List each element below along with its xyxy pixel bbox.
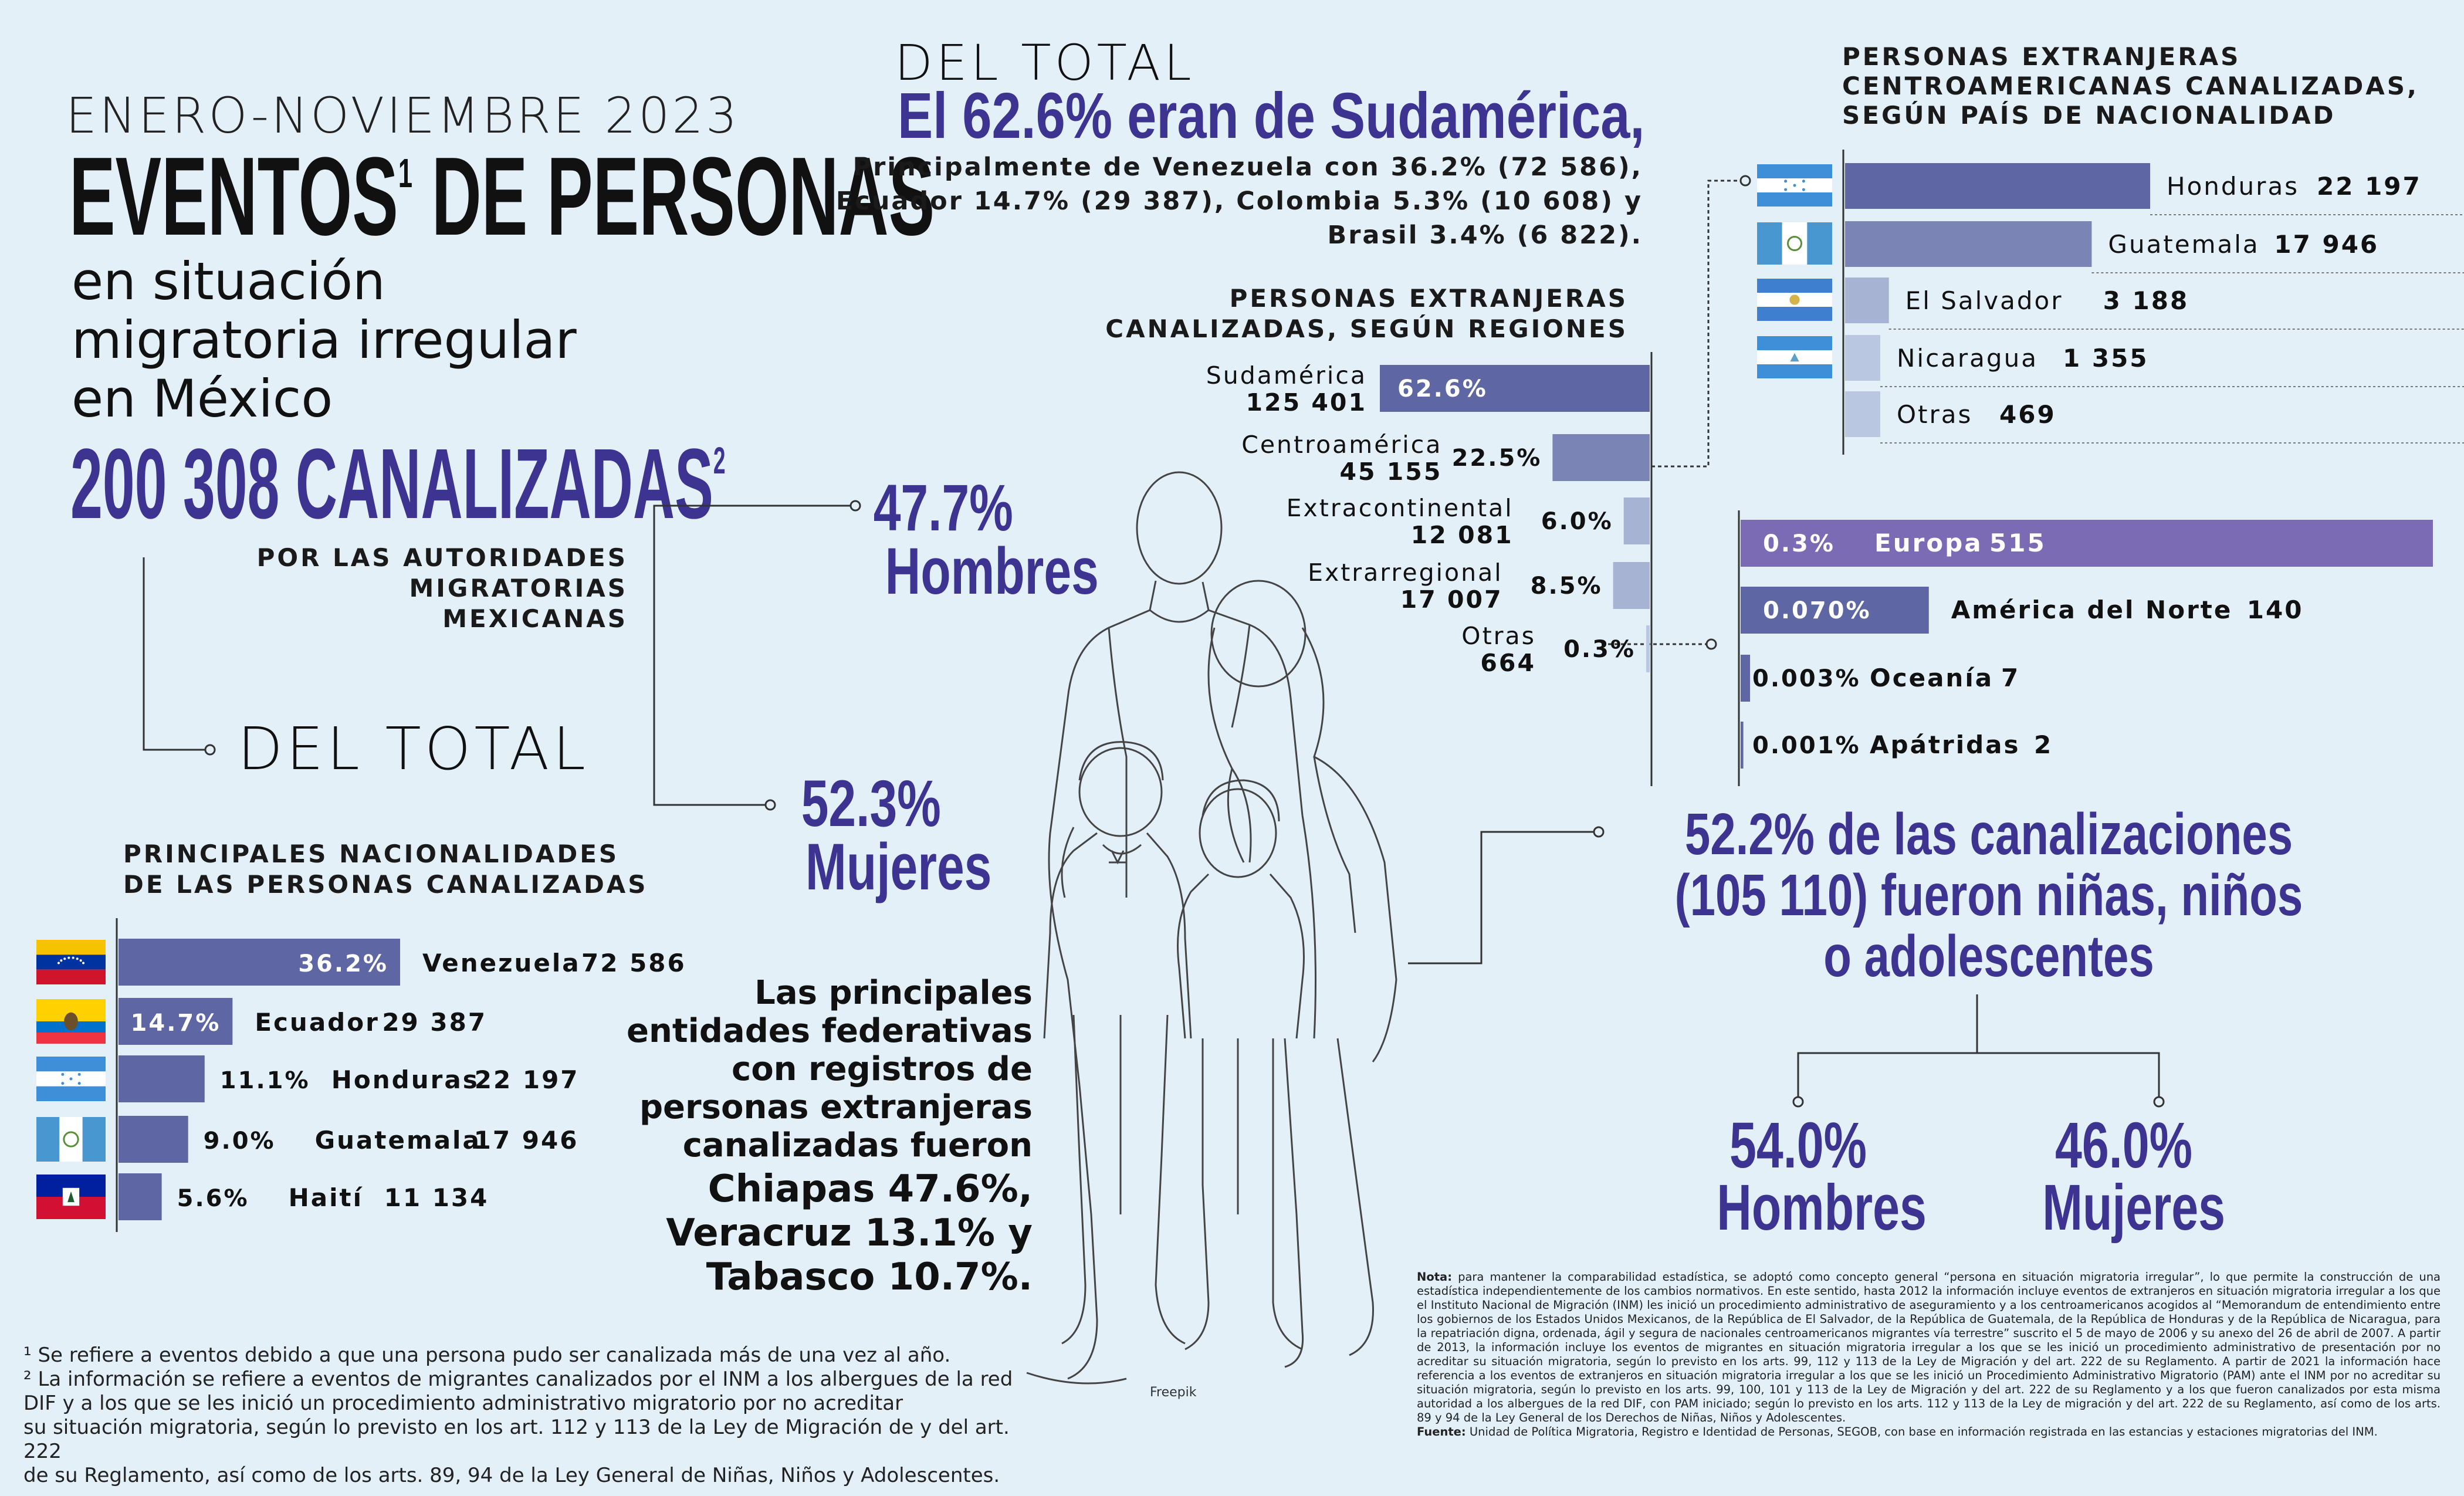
flag-el-salvador-icon [1757,279,1832,321]
category-label: Honduras [331,1065,479,1094]
value-label: 125 401 [1245,388,1367,417]
category-label: Europa [1874,529,1983,557]
flag-honduras-icon [36,1057,106,1101]
category-label: Guatemala [314,1126,481,1155]
chart-title-line: CENTROAMERICANAS CANALIZADAS, [1842,72,2419,100]
bar-percent-label: 8.5% [1530,573,1603,600]
chart-title-line: PERSONAS EXTRANJERAS [1229,284,1628,313]
highlight-detail [792,150,1643,252]
minors-women-label: Mujeres [2042,1172,2226,1244]
subtitle-line: en México [72,368,333,429]
total-canalizadas-value: 200 308 CANALIZADAS [70,428,713,540]
flag-venezuela-icon [36,940,106,984]
category-label: Otras [1897,400,1973,429]
states-bold-line: Tabasco 10.7%. [706,1255,1033,1299]
states-line: Las principales [754,974,1033,1012]
minors-statement [1584,801,2394,989]
chart-regions-title [997,283,1628,344]
detail-line: Principalmente de Venezuela con 36.2% (72 586), [852,153,1643,182]
value-label: 45 155 [1339,458,1443,486]
footnote-marker-1: 1 [398,150,412,196]
bar [1845,221,2091,267]
footnote-2-line: de su Reglamento, así como de los arts. 89, 94 de la Ley General de Niñas, Niños y Adolescentes. [23,1464,1000,1487]
states-line: con registros de [732,1050,1033,1088]
chart-nationalities [23,912,727,1241]
states-line: personas extranjeras [639,1088,1033,1126]
bar-percent-label: 14.7% [130,1010,221,1037]
image-credit: Freepik [1150,1385,1197,1400]
value-label: 469 [1999,400,2056,429]
nota-label: Nota: [1417,1270,1452,1284]
bar-percent-label: 62.6% [1397,375,1488,402]
bar [1741,520,2433,567]
chart-title-line: CANALIZADAS, SEGÚN REGIONES [1105,314,1628,343]
footnotes [23,1343,1021,1488]
category-label: Otras [1461,622,1536,650]
bar-percent-label: 5.6% [177,1185,249,1212]
minors-line: o adolescentes [1823,923,2154,989]
value-label: 17 007 [1400,585,1503,614]
category-label: El Salvador [1905,286,2063,315]
minors-men [1690,1109,1927,1244]
category-label: Centroamérica [1241,431,1443,459]
men-percent: 47.7% [873,471,1014,544]
women-percent: 52.3% [801,767,942,840]
bar-percent-label: 0.003% [1752,665,1861,692]
methodology-note [1417,1270,2441,1439]
bar-percent-label: 22.5% [1451,445,1542,472]
footnote-1: ¹ Se refiere a eventos debido a que una persona pudo ser canalizada más de una vez al año. [23,1343,951,1367]
value-label: 2 [2034,730,2053,759]
subtitle-line: migratoria irregular [72,310,577,370]
bar [119,1116,188,1163]
nota-text: para mantener la comparabilidad estadística, se adoptó como concepto general “persona en situación migratoria irregular”, lo que permite la construcción de una estadística independientemente de los cambios normativos. En este sentido, hasta 2012 la información incluye eventos de extranjeros en situación migratoria irregular a los que el Instituto Nacional de Migración (INM) les inició un procedimiento administrativo de aseguramiento y a los centroamericanos acogidos al “Memorandum de entendimiento entre los gobiernos de los Estados Unidos Mexicanos, de la República de El Salvador, de la República de Guatemala, de la República de Honduras y de la República de Nicaragua, para la repatriación digna, ordenada, ágil y segura de nacionales centroamericanos migrantes vía terrestre” suscrito el 5 de mayo de 2006 y su anexo del 26 de abril de 2007. A partir de 2013, la información incluye los eventos de migrantes en situación migratoria irregular a los que se les inició un procedimiento administrativo de presentación por no acreditar su situación migratoria, según lo previsto en los arts. 99, 112 y 113 de la Ley de Migración y del art. 222 de su Reglamento. A partir de 2021 la información hace referencia a los eventos de extranjeros en situación migratoria irregular a los que se les inició un Procedimiento Administrativo Migratorio (PAM) ante el INM por no acreditar su situación migratoria, según lo previsto en los arts. 99, 100, 101 y 113 de la Ley de Migración y del art. 222 de su Reglamento y a los que fueron canalizados por esta misma autoridad a los albergues de la red DIF, con PAM iniciado; según lo previsto en los arts. 112 y 113 de la Ley de migración y del art. 222 de su Reglamento, así como de los arts. 89 y 94 de la Ley General de los Derechos de Niñas, Niños y Adolescentes. [1417,1270,2441,1424]
category-label: Haití [288,1183,364,1212]
detail-line: Ecuador 14.7% (29 387), Colombia 5.3% (10 608) y [835,187,1643,216]
category-label: Extrarregional [1308,559,1503,587]
value-label: 17 946 [2274,230,2380,259]
bar [1845,335,1880,381]
bar-percent-label: 0.3% [1563,636,1636,663]
minors-men-label: Hombres [1717,1172,1927,1244]
bar-percent-label: 11.1% [219,1067,310,1094]
value-label: 22 197 [2317,172,2422,201]
chart-nationalities-title [123,839,648,900]
bar [1552,434,1650,481]
value-label: 664 [1480,649,1536,677]
category-label: Ecuador [255,1008,380,1037]
bar-percent-label: 0.070% [1763,597,1871,624]
chart-title-line: DE LAS PERSONAS CANALIZADAS [123,870,648,899]
bar-percent-label: 6.0% [1541,508,1613,535]
value-label: 72 586 [581,949,686,977]
value-label: 22 197 [474,1065,580,1094]
states-line: entidades federativas [627,1012,1033,1050]
category-label: Oceanía [1870,664,1994,692]
states-bold-line: Chiapas 47.6%, [708,1167,1033,1211]
bar-percent-label: 9.0% [203,1128,276,1155]
flag-nicaragua-icon [1757,336,1832,378]
states-bold-line: Veracruz 13.1% y [666,1211,1033,1255]
main-title-rest: DE PERSONAS [412,134,935,259]
category-label: Apátridas [1870,730,2020,759]
women-label: Mujeres [805,830,992,903]
flag-guatemala-icon [36,1117,106,1162]
bar [1845,391,1880,437]
headline-text: El 62.6% eran de Sudamérica, [898,80,1645,152]
flag-haiti-icon [36,1175,106,1219]
bar [1741,722,1744,769]
category-label: Nicaragua [1897,344,2038,373]
states-line: canalizadas fueron [682,1126,1033,1165]
category-label: Venezuela [422,949,581,977]
flag-guatemala-icon [1757,222,1832,265]
flag-ecuador-icon [36,999,106,1044]
footnote-2-line: DIF y a los que se les inició un procedimiento administrativo migratorio por no acreditar [23,1392,903,1415]
subtitle-line: en situación [72,251,385,312]
bar [119,1055,205,1102]
category-label: Guatemala [2108,230,2260,259]
value-label: 11 134 [384,1183,489,1212]
minors-women-percent: 46.0% [2055,1109,2192,1182]
minors-line: (105 110) fueron niñas, niños [1674,862,2303,928]
fuente-text: Unidad de Política Migratoria, Registro e Identidad de Personas, SEGOB, con base en información registrada en las estancias y estaciones migratorias del INM. [1469,1425,2378,1439]
category-label: América del Norte [1951,595,2233,624]
bar-percent-label: 0.001% [1752,732,1861,759]
main-title-word: EVENTOS [69,134,398,259]
value-label: 3 188 [2103,286,2189,315]
value-label: 12 081 [1410,521,1514,549]
category-label: Honduras [2167,172,2300,201]
del-total-label: DEL TOTAL [238,715,589,783]
footnote-2-line: su situación migratoria, según lo previsto en los art. 112 y 113 de la Ley de Migración de y del art. 222 [23,1416,1010,1463]
detail-line: Brasil 3.4% (6 822). [1327,221,1643,250]
value-label: 7 [2001,664,2020,692]
bar [119,1173,162,1220]
value-label: 1 355 [2063,344,2149,373]
value-label: 17 946 [473,1126,579,1155]
chart-title-line: SEGÚN PAÍS DE NACIONALIDAD [1842,101,2336,130]
bar [1741,655,1750,702]
category-label: Extracontinental [1286,494,1514,522]
fuente-label: Fuente: [1417,1425,1466,1439]
bar [1845,277,1889,323]
bar [1845,163,2150,209]
authorities-line: MIGRATORIAS MEXICANAS [409,574,628,633]
men-label: Hombres [885,534,1099,608]
value-label: 29 387 [382,1008,488,1037]
chart-extracontinental [1737,510,2464,792]
highlight-del-total: DEL TOTAL [895,34,1195,92]
flag-honduras-icon [1757,164,1832,207]
chart-regions [1115,352,1701,792]
footnote-2-line: ² La información se refiere a eventos de migrantes canalizados por el INM a los albergues de la red [23,1368,1013,1391]
footnote-marker-2: 2 [713,439,726,482]
chart-title-line: PERSONAS EXTRANJERAS [1842,42,2241,71]
chart-central-america [1748,150,2464,463]
women-share [774,767,992,903]
bar [1613,562,1650,609]
highlight-headline [898,82,1809,150]
authorities-line: POR LAS AUTORIDADES [256,543,628,572]
value-label: 515 [1989,529,2046,557]
bar-percent-label: 0.3% [1763,530,1835,557]
minors-men-percent: 54.0% [1729,1109,1867,1182]
chart-central-title [1842,42,2419,130]
minors-women [2015,1109,2232,1244]
bar [1624,497,1650,544]
value-label: 140 [2246,595,2304,624]
bar-percent-label: 36.2% [298,950,388,977]
period-label: ENERO-NOVIEMBRE 2023 [66,87,740,144]
chart-title-line: PRINCIPALES NACIONALIDADES [123,840,620,868]
minors-line: 52.2% de las canalizaciones [1684,801,2293,867]
bar [1646,625,1650,672]
category-label: Sudamérica [1206,361,1367,390]
